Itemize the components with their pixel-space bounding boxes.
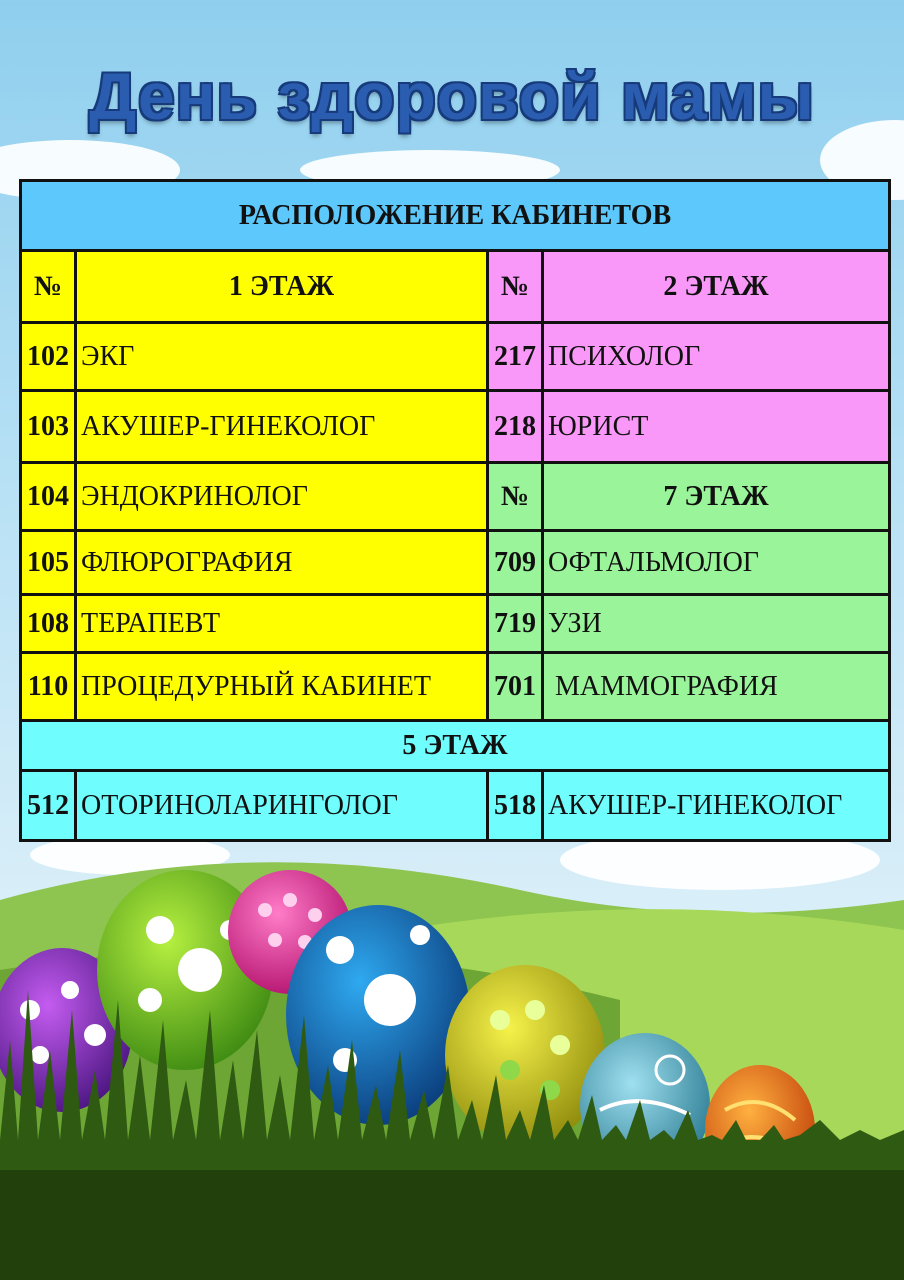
room-name: ЮРИСТ [543,391,890,463]
num-header: № [488,251,543,323]
floor-7-header: 7 ЭТАЖ [543,463,890,531]
room-name: ПСИХОЛОГ [543,323,890,391]
room-number: 108 [21,595,76,653]
table-heading-row [21,181,890,251]
floor-2-header: 2 ЭТАЖ [543,251,890,323]
table-row [21,653,890,721]
room-name: АКУШЕР-ГИНЕКОЛОГ [76,391,488,463]
num-header: № [21,251,76,323]
floor-1-header: 1 ЭТАЖ [76,251,488,323]
room-number: 104 [21,463,76,531]
table-row [21,391,890,463]
room-number: 102 [21,323,76,391]
table-row [21,595,890,653]
room-number: 512 [21,771,76,841]
room-name: ЭНДОКРИНОЛОГ [76,463,488,531]
room-number: 105 [21,531,76,595]
table-row [21,323,890,391]
room-number: 110 [21,653,76,721]
cabinet-table [19,179,891,842]
table-row [21,251,890,323]
ground [0,1170,904,1280]
table-row [21,721,890,771]
room-number: 709 [488,531,543,595]
room-name: ЭКГ [76,323,488,391]
room-name: ПРОЦЕДУРНЫЙ КАБИНЕТ [76,653,488,721]
room-name: ОФТАЛЬМОЛОГ [543,531,890,595]
room-number: 217 [488,323,543,391]
room-number: 719 [488,595,543,653]
table-row [21,531,890,595]
floor-5-header: 5 ЭТАЖ [21,721,890,771]
page-title: День здоровой мамы [89,59,815,133]
blue-egg [286,905,470,1125]
room-name: ОТОРИНОЛАРИНГОЛОГ [76,771,488,841]
room-number: 518 [488,771,543,841]
room-name: МАММОГРАФИЯ [543,653,890,721]
table-row [21,463,890,531]
table-heading: РАСПОЛОЖЕНИЕ КАБИНЕТОВ [21,181,890,251]
room-name: ФЛЮРОГРАФИЯ [76,531,488,595]
room-name: УЗИ [543,595,890,653]
room-number: 103 [21,391,76,463]
room-name: АКУШЕР-ГИНЕКОЛОГ [543,771,890,841]
table-row [21,771,890,841]
num-header: № [488,463,543,531]
easter-scene [0,840,904,1280]
room-number: 701 [488,653,543,721]
room-number: 218 [488,391,543,463]
room-name: ТЕРАПЕВТ [76,595,488,653]
